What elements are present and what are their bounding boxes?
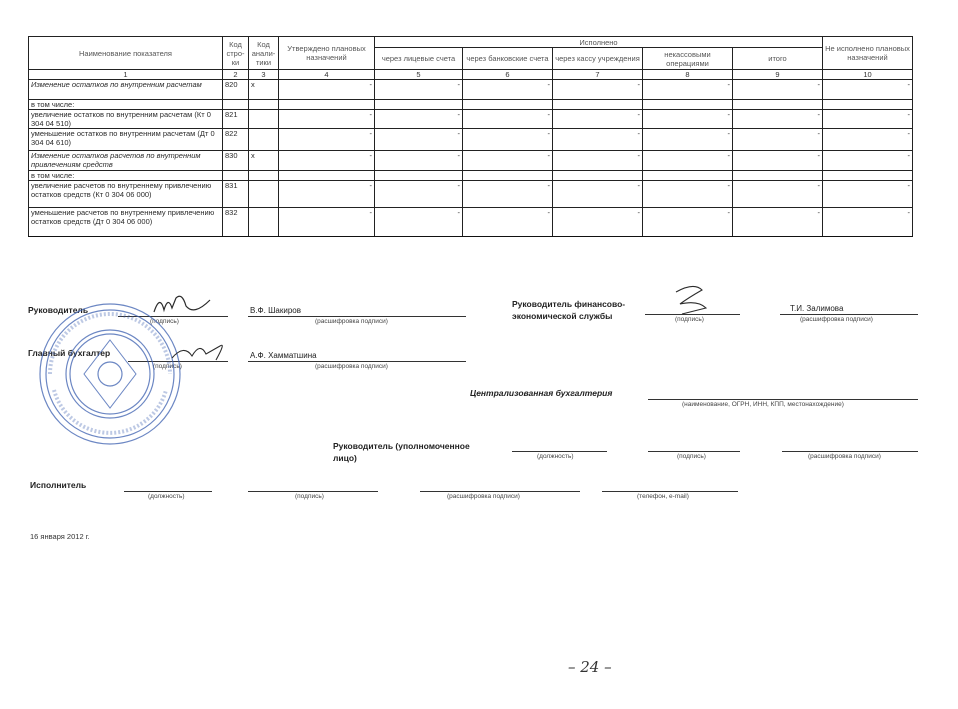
chief-decode-caption: (расшифровка подписи) <box>315 363 388 370</box>
table-row <box>29 129 913 151</box>
header-code-line: Код стро-ки <box>223 37 249 70</box>
row-value <box>643 171 733 181</box>
row-value: - <box>823 151 913 171</box>
executor-position-line <box>124 491 212 492</box>
header-non-cash: некассовыми операциями <box>643 48 733 70</box>
head-signature-caption: (подпись) <box>150 318 179 325</box>
row-value: - <box>553 110 643 129</box>
header-not-executed: Не исполнено плановых назначений <box>823 37 913 70</box>
row-value: - <box>279 129 375 151</box>
table-body <box>29 80 913 237</box>
row-value: - <box>375 110 463 129</box>
row-value: - <box>733 151 823 171</box>
head-handwritten-signature-icon <box>150 290 220 320</box>
row-value: - <box>463 110 553 129</box>
chief-decode-line <box>248 361 466 362</box>
table-row <box>29 171 913 181</box>
executor-position-caption: (должность) <box>148 493 185 500</box>
row-value: - <box>733 110 823 129</box>
header-through-cash: через кассу учреждения <box>553 48 643 70</box>
row-value <box>733 100 823 110</box>
fin-head-decode-caption: (расшифровка подписи) <box>800 316 873 323</box>
row-value <box>279 100 375 110</box>
header-execution: Исполнено <box>375 37 823 48</box>
row-value <box>823 100 913 110</box>
row-analytics-code <box>249 181 279 208</box>
row-analytics-code <box>249 171 279 181</box>
fin-head-handwritten-signature-icon <box>668 282 718 318</box>
row-value <box>643 100 733 110</box>
row-value: - <box>375 151 463 171</box>
row-value <box>463 100 553 110</box>
col-number: 1 <box>29 70 223 80</box>
row-value: - <box>823 110 913 129</box>
executor-phone-caption: (телефон, e-mail) <box>637 493 689 500</box>
row-value <box>375 100 463 110</box>
col-number: 5 <box>375 70 463 80</box>
row-analytics-code <box>249 100 279 110</box>
table-row <box>29 110 913 129</box>
row-value: - <box>375 181 463 208</box>
row-value: - <box>643 80 733 100</box>
row-analytics-code <box>249 208 279 237</box>
row-value: - <box>279 80 375 100</box>
chief-signature-caption: (подпись) <box>153 363 182 370</box>
row-value: - <box>279 110 375 129</box>
row-value: - <box>823 208 913 237</box>
col-number: 4 <box>279 70 375 80</box>
row-value: - <box>823 80 913 100</box>
row-value: - <box>733 129 823 151</box>
col-number: 7 <box>553 70 643 80</box>
row-analytics-code: x <box>249 151 279 171</box>
row-value: - <box>733 181 823 208</box>
col-number: 10 <box>823 70 913 80</box>
row-value <box>463 171 553 181</box>
row-value <box>553 100 643 110</box>
page-number: – 24 – <box>568 658 612 676</box>
chief-handwritten-signature-icon <box>170 338 230 364</box>
fin-head-signature-caption: (подпись) <box>675 316 704 323</box>
row-value: - <box>733 208 823 237</box>
row-value: - <box>463 80 553 100</box>
row-value: - <box>279 181 375 208</box>
row-code <box>223 171 249 181</box>
row-value: - <box>553 151 643 171</box>
row-name: в том числе: <box>29 171 223 181</box>
authorized-position-line <box>512 451 607 452</box>
row-value: - <box>279 151 375 171</box>
col-number: 2 <box>223 70 249 80</box>
executor-label: Исполнитель <box>30 480 87 490</box>
fin-head-label: Руководитель финансово-экономической службы <box>512 299 626 321</box>
head-name: В.Ф. Шакиров <box>250 306 301 315</box>
row-analytics-code <box>249 110 279 129</box>
row-value: - <box>643 110 733 129</box>
row-value: - <box>733 80 823 100</box>
col-number: 6 <box>463 70 553 80</box>
official-seal-icon <box>36 300 184 448</box>
row-code: 822 <box>223 129 249 151</box>
table-row <box>29 100 913 110</box>
head-decode-line <box>248 316 466 317</box>
row-value <box>733 171 823 181</box>
executor-signature-caption: (подпись) <box>295 493 324 500</box>
row-value: - <box>823 129 913 151</box>
row-value: - <box>375 80 463 100</box>
central-accounting-label: Централизованная бухгалтерия <box>470 388 613 398</box>
row-analytics-code <box>249 129 279 151</box>
row-name: уменьшение расчетов по внутреннему привлечению остатков средств (Дт 0 304 06 000) <box>29 208 223 237</box>
chief-accountant-name: А.Ф. Хамматшина <box>250 351 317 360</box>
header-code-anal: Код анали-тики <box>249 37 279 70</box>
report-table <box>28 36 913 237</box>
row-code: 831 <box>223 181 249 208</box>
row-value: - <box>643 151 733 171</box>
col-number: 8 <box>643 70 733 80</box>
header-through-bank: через банковские счета <box>463 48 553 70</box>
row-code: 820 <box>223 80 249 100</box>
row-value: - <box>553 181 643 208</box>
authorized-position-caption: (должность) <box>537 453 574 460</box>
executor-signature-line <box>248 491 378 492</box>
row-value: - <box>375 129 463 151</box>
authorized-label: Руководитель (уполномоченное лицо) <box>333 441 470 463</box>
row-value: - <box>463 181 553 208</box>
row-value: - <box>463 208 553 237</box>
row-value <box>553 171 643 181</box>
row-analytics-code: x <box>249 80 279 100</box>
row-value: - <box>643 208 733 237</box>
col-number: 3 <box>249 70 279 80</box>
executor-decode-caption: (расшифровка подписи) <box>447 493 520 500</box>
central-accounting-line <box>648 399 918 400</box>
row-value: - <box>823 181 913 208</box>
header-approved: Утверждено плановых назначений <box>279 37 375 70</box>
row-value: - <box>279 208 375 237</box>
header-name: Наименование показателя <box>29 37 223 70</box>
row-value: - <box>643 181 733 208</box>
row-value <box>823 171 913 181</box>
executor-decode-line <box>420 491 580 492</box>
authorized-decode-caption: (расшифровка подписи) <box>808 453 881 460</box>
head-label: Руководитель <box>28 305 89 315</box>
row-value <box>375 171 463 181</box>
header-total: итого <box>733 48 823 70</box>
row-name: Изменение остатков по внутренним расчетам <box>29 80 223 100</box>
authorized-decode-line <box>782 451 918 452</box>
row-code: 821 <box>223 110 249 129</box>
chief-accountant-label: Главный бухгалтер <box>28 348 111 358</box>
report-date: 16 января 2012 г. <box>30 532 90 541</box>
row-value: - <box>375 208 463 237</box>
table-row <box>29 151 913 171</box>
row-value: - <box>553 80 643 100</box>
table-row <box>29 181 913 208</box>
fin-head-decode-line <box>780 314 918 315</box>
authorized-signature-line <box>648 451 740 452</box>
row-name: Изменение остатков расчетов по внутренним привлечениям средств <box>29 151 223 171</box>
row-value: - <box>463 129 553 151</box>
row-name: уменьшение остатков по внутренним расчетам (Дт 0 304 04 610) <box>29 129 223 151</box>
row-name: увеличение остатков по внутренним расчетам (Кт 0 304 04 510) <box>29 110 223 129</box>
table-row <box>29 208 913 237</box>
row-code: 830 <box>223 151 249 171</box>
fin-head-name: Т.И. Залимова <box>790 304 844 313</box>
row-code <box>223 100 249 110</box>
row-code: 832 <box>223 208 249 237</box>
row-value: - <box>553 129 643 151</box>
col-number: 9 <box>733 70 823 80</box>
authorized-signature-caption: (подпись) <box>677 453 706 460</box>
central-accounting-caption: (наименование, ОГРН, ИНН, КПП, местонахождение) <box>682 401 844 408</box>
table-row <box>29 80 913 100</box>
row-name: увеличение расчетов по внутреннему привлечению остатков средств (Кт 0 304 06 000) <box>29 181 223 208</box>
row-value: - <box>553 208 643 237</box>
head-decode-caption: (расшифровка подписи) <box>315 318 388 325</box>
header-through-personal: через лицевые счета <box>375 48 463 70</box>
row-value: - <box>643 129 733 151</box>
row-value: - <box>463 151 553 171</box>
row-name: в том числе: <box>29 100 223 110</box>
row-value <box>279 171 375 181</box>
executor-phone-line <box>602 491 738 492</box>
